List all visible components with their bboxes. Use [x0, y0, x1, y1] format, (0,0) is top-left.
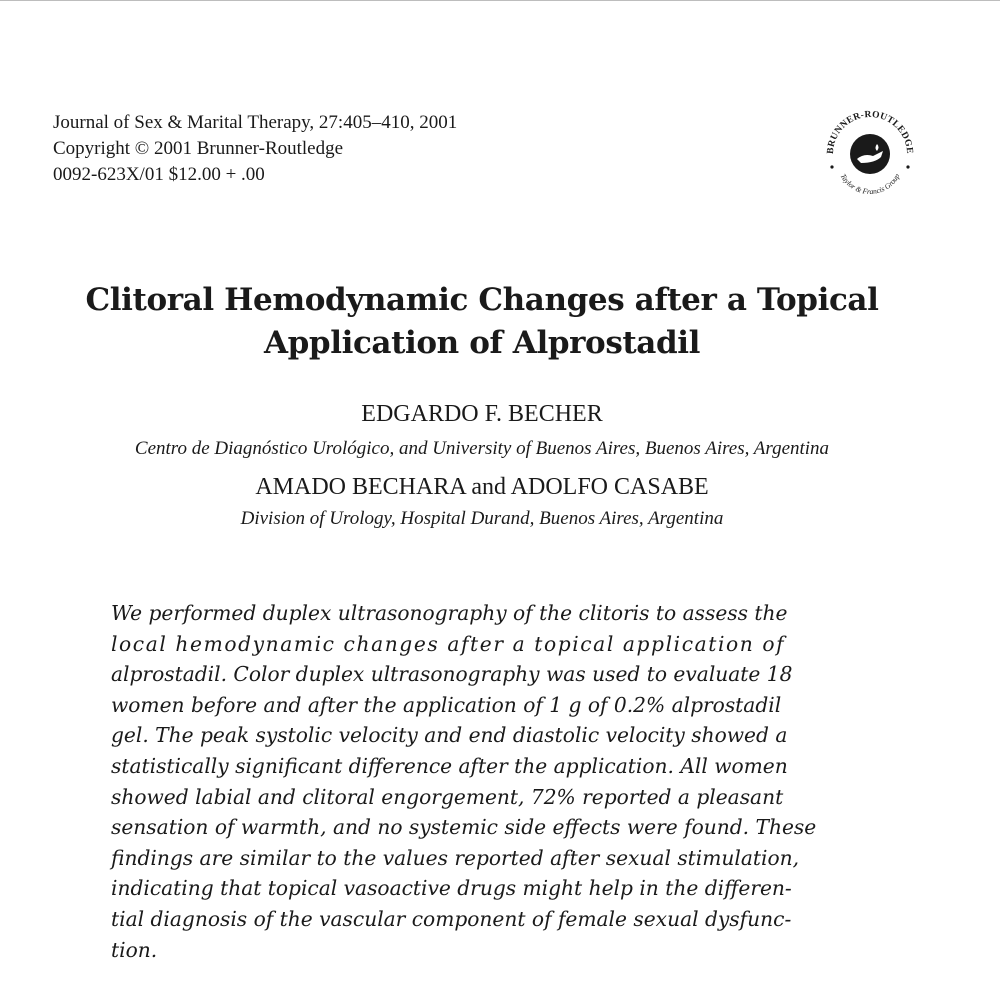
author-1-affiliation: Centro de Diagnóstico Urológico, and University of Buenos Aires, Buenos Aires, Argentina [134, 438, 830, 459]
article-title [0, 279, 964, 365]
title-line-2: Application of Alprostadil [263, 325, 701, 361]
journal-header [53, 110, 457, 188]
abstract [111, 598, 859, 965]
publisher-logo [817, 101, 923, 207]
author-1-names: EDGARDO F. BECHER [361, 401, 603, 427]
logo-dot-right-icon [906, 165, 909, 168]
abstract-line: showed labial and clitoral engorgement, 72% reported a pleasant [111, 784, 784, 809]
logo-dot-left-icon [830, 165, 833, 168]
issn-price-line: 0092-623X/01 $12.00 + .00 [53, 164, 265, 185]
author-2-names: AMADO BECHARA and ADOLFO CASABE [255, 474, 709, 500]
abstract-line: tial diagnosis of the vascular component of female sexual dysfunc- [111, 906, 792, 931]
abstract-line: sensation of warmth, and no systemic side effects were found. These [111, 815, 817, 840]
logo-emblem-icon [850, 134, 890, 174]
abstract-line: gel. The peak systolic velocity and end diastolic velocity showed a [111, 723, 788, 748]
abstract-line: We performed duplex ultrasonography of the clitoris to assess the [111, 601, 788, 625]
abstract-line: alprostadil. Color duplex ultrasonography was used to evaluate 18 [111, 662, 793, 687]
publisher-logo-subtitle: Taylor & Francis Group [838, 172, 902, 197]
journal-citation: Journal of Sex & Marital Therapy, 27:405–410, 2001 [53, 112, 458, 133]
abstract-line: statistically significant difference after the application. All women [111, 753, 788, 778]
copyright-line: Copyright © 2001 Brunner-Routledge [53, 138, 344, 159]
abstract-line: women before and after the application of 1 g of 0.2% alprostadil [111, 692, 782, 717]
abstract-line: tion. [111, 937, 158, 962]
page-top-border [0, 0, 1000, 1]
abstract-line: indicating that topical vasoactive drugs might help in the differen- [111, 876, 792, 901]
author-2-affiliation: Division of Urology, Hospital Durand, Buenos Aires, Argentina [240, 508, 724, 529]
publisher-logo-name: BRUNNER-ROUTLEDGE [825, 109, 915, 155]
abstract-line: local hemodynamic changes after a topical application of [111, 631, 786, 656]
abstract-line: findings are similar to the values reported after sexual stimulation, [111, 845, 800, 870]
title-line-1: Clitoral Hemodynamic Changes after a Topical [85, 282, 879, 318]
